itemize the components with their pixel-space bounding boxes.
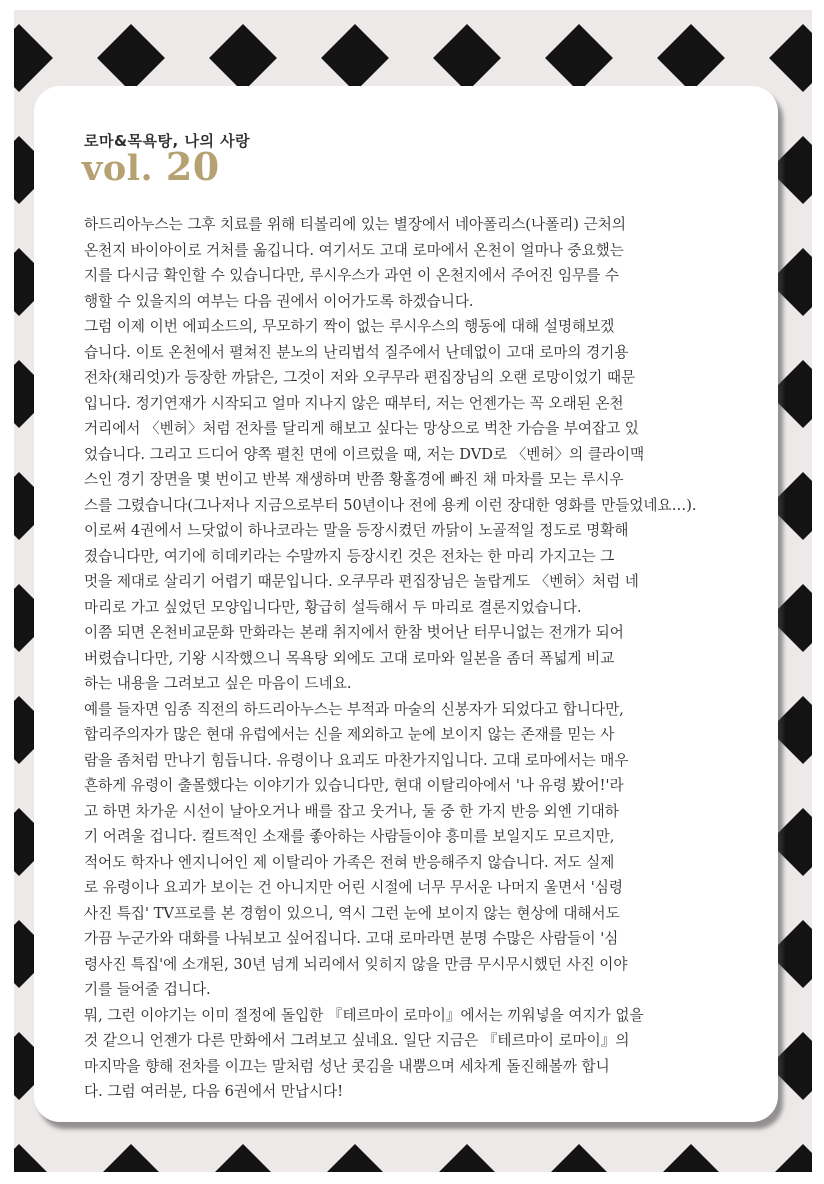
essay-line: 그럼 이제 이번 에피소드의, 무모하기 짝이 없는 루시우스의 행동에 대해 설명해보겠	[84, 318, 615, 335]
essay-line: 마리로 가고 싶었던 모양입니다만, 황급히 설득해서 두 마리로 결론지었습니다.	[84, 598, 582, 616]
essay-line: 기 어려울 겁니다. 컬트적인 소재를 좋아하는 사람들이야 흥미를 보일지도 모르지만,	[84, 828, 615, 845]
floor-tile-diamond	[14, 24, 53, 92]
volume-prefix: vol.	[82, 148, 154, 189]
essay-line: 습니다. 이토 온천에서 펼쳐진 분노의 난리법석 질주에서 난데없이 고대 로마의 경기용	[84, 343, 629, 361]
essay-line: 사진 특집' TV프로를 본 경험이 있으니, 역시 그런 눈에 보이지 않는 현상에 대해서도	[84, 904, 620, 922]
essay-line: 거리에서 〈벤허〉처럼 전차를 달리게 해보고 싶다는 망상으로 벅찬 가슴을 부여잡고 있	[84, 420, 639, 437]
floor-tile-diamond	[209, 24, 277, 92]
essay-line: 다. 그럼 여러분, 다음 6권에서 만납시다!	[84, 1083, 344, 1100]
essay-body	[84, 212, 738, 1105]
essay-line: 행할 수 있을지의 여부는 다음 권에서 이어가도록 하겠습니다.	[84, 292, 474, 310]
floor-tile-diamond	[14, 1144, 53, 1172]
essay-line: 었습니다. 그리고 드디어 양쪽 펼친 면에 이르렀을 때, 저는 DVD로 〈벤허〉의 클라이맥	[84, 445, 645, 463]
essay-line: 령사진 특집'에 소개된, 30년 넘게 뇌리에서 잊히지 않을 만큼 무시무시했던 사진 이야	[84, 955, 628, 973]
essay-line: 졌습니다만, 여기에 히데키라는 수말까지 등장시킨 것은 전차는 한 마리 가지고는 그	[84, 547, 615, 565]
essay-line: 마지막을 향해 전차를 이끄는 말처럼 성난 콧김을 내뿜으며 세차게 돌진해볼까 합니	[84, 1057, 610, 1075]
essay-line: 합리주의자가 많은 현대 유럽에서는 신을 제외하고 눈에 보이지 않는 존재를 믿는 사	[84, 726, 615, 743]
floor-tile-diamond	[545, 1144, 613, 1172]
essay-line: 예를 들자면 임종 직전의 하드리아누스는 부적과 마술의 신봉자가 되었다고 합니다만,	[84, 700, 624, 718]
floor-tile-diamond	[321, 24, 389, 92]
essay-line: 로 유령이나 요괴가 보이는 건 아니지만 어린 시절에 너무 무서운 나머지 울면서 '심령	[84, 879, 623, 896]
floor-tile-diamond	[209, 1144, 277, 1172]
floor-tile-diamond	[321, 1144, 389, 1172]
floor-tile-diamond	[433, 24, 501, 92]
essay-line: 이쯤 되면 온천비교문화 만화라는 본래 취지에서 한참 벗어난 터무니없는 전개가 되어	[84, 624, 624, 641]
essay-line: 흔하게 유령이 출몰했다는 이야기가 있습니다만, 현대 이탈리아에서 '나 유령 봤어!'라	[84, 777, 624, 794]
floor-tile-diamond	[433, 1144, 501, 1172]
floor-tile-diamond	[657, 24, 725, 92]
essay-line: 전차(채리엇)가 등장한 까닭은, 그것이 저와 오쿠무라 편집장님의 오랜 로망이었기 때문	[84, 369, 636, 386]
volume-label	[82, 144, 220, 189]
floor-tile-diamond	[657, 1144, 725, 1172]
essay-line: 멋을 제대로 살리기 어렵기 때문입니다. 오쿠무라 편집장님은 놀랍게도 〈벤허〉처럼 네	[84, 573, 639, 590]
essay-line: 람을 좀처럼 만나기 힘듭니다. 유령이나 요괴도 마찬가지입니다. 고대 로마에서는 매우	[84, 751, 629, 769]
column-subtitle: 로마&목욕탕, 나의 사랑	[84, 132, 251, 150]
essay-line: 이로써 4권에서 느닷없이 하나코라는 말을 등장시켰던 까닭이 노골적일 정도로 명확해	[84, 522, 629, 539]
essay-line: 가끔 누군가와 대화를 나눠보고 싶어집니다. 고대 로마라면 분명 수많은 사람들이 '심	[84, 930, 619, 947]
essay-line: 기를 들어줄 겁니다.	[84, 981, 211, 998]
essay-line: 입니다. 정기연재가 시작되고 얼마 지나지 않은 때부터, 저는 언젠가는 꼭 오래된 온천	[84, 394, 624, 412]
floor-tile-diamond	[769, 1144, 812, 1172]
essay-line: 스인 경기 장면을 몇 번이고 반복 재생하며 반쯤 황홀경에 빠진 채 마차를 모는 루시우	[84, 471, 624, 488]
essay-line: 지를 다시금 확인할 수 있습니다만, 루시우스가 과연 이 온천지에서 주어진 임무를 수	[84, 267, 619, 284]
essay-line: 뭐, 그런 이야기는 이미 절정에 돌입한 『테르마이 로마이』에서는 끼워넣을 여지가 없을	[84, 1006, 644, 1024]
essay-line: 온천지 바이아이로 거처를 옮깁니다. 여기서도 고대 로마에서 온천이 얼마나 중요했는	[84, 241, 624, 259]
volume-number: 20	[165, 144, 220, 189]
essay-line: 적어도 학자나 엔지니어인 제 이탈리아 가족은 전혀 반응해주지 않습니다. 저도 실제	[84, 853, 615, 871]
essay-line: 것 같으니 언젠가 다른 만화에서 그려보고 싶네요. 일단 지금은 『테르마이 로마이』의	[84, 1032, 630, 1049]
essay-line: 하드리아누스는 그후 치료를 위해 티볼리에 있는 별장에서 네아폴리스(나폴리) 근처의	[84, 216, 626, 233]
floor-tile-diamond	[97, 1144, 165, 1172]
essay-line: 하는 내용을 그려보고 싶은 마음이 드네요.	[84, 675, 352, 692]
essay-line: 버렸습니다만, 기왕 시작했으니 목욕탕 외에도 고대 로마와 일본을 좀더 폭넓게 비교	[84, 649, 615, 667]
floor-tile-diamond	[769, 24, 812, 92]
essay-line: 스를 그렸습니다(그나저나 지금으로부터 50년이나 전에 용케 이런 장대한 영화를 만들었네요…).	[84, 496, 697, 514]
essay-line: 고 하면 차가운 시선이 날아오거나 배를 잡고 웃거나, 둘 중 한 가지 반응 외엔 기대하	[84, 802, 619, 820]
floor-tile-diamond	[545, 24, 613, 92]
floor-tile-diamond	[97, 24, 165, 92]
